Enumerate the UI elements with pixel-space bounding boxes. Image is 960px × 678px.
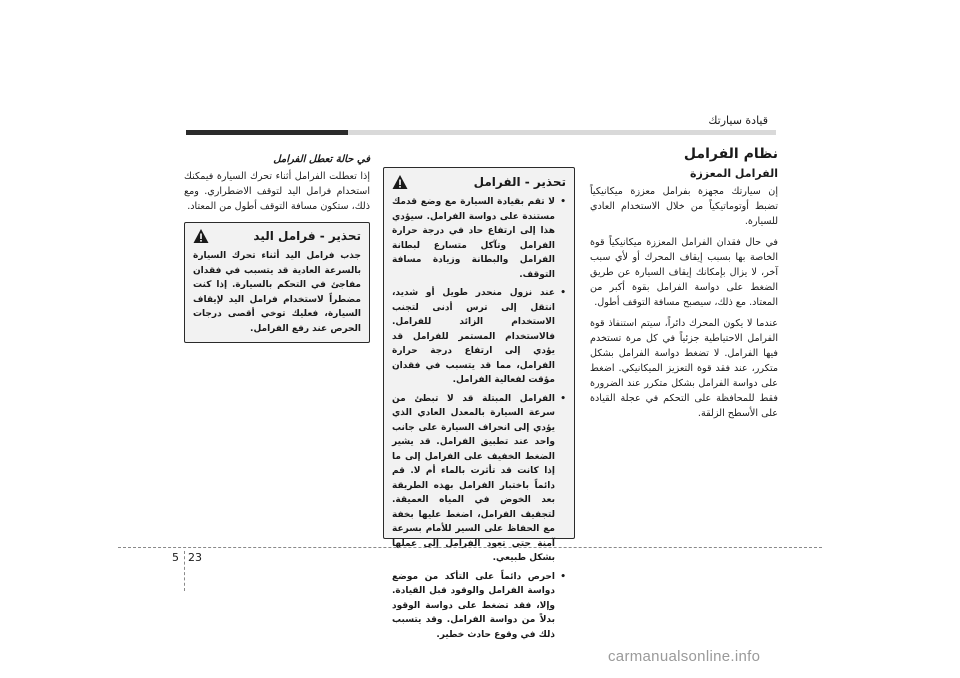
header-title: قيادة سيارتك	[708, 114, 768, 127]
footer-vertical-divider	[184, 551, 185, 591]
warning-list	[392, 195, 566, 642]
note-title: في حالة تعطل الفرامل	[273, 154, 370, 165]
warning-item: • عند نزول منحدر طويل أو شديد، انتقل إلى ترس أدنى لتجنب الاستخدام الزائد للفرامل. فالاستخدام المستمر للفرامل قد يؤدي إلى ارتفاع درجة حرارة الفرامل، مما قد يتسبب في فقدان مؤقت لفعالية الفرامل.	[392, 286, 566, 388]
right-column	[590, 146, 778, 427]
header-rule-accent	[186, 130, 348, 135]
warning-header	[193, 228, 361, 244]
warning-triangle-icon	[392, 174, 408, 190]
brake-warning-box	[383, 167, 575, 640]
paragraph: إن سيارتك مجهزة بفرامل معززة ميكانيكياً تضبط أوتوماتيكياً من خلال الاستخدام العادي للسيارة.	[590, 186, 778, 227]
footer-divider	[118, 547, 822, 548]
paragraph: في حال فقدان الفرامل المعززة ميكانيكياً قوة الخاصة بها بسبب إيقاف المحرك أو لأي سبب آخر، لا يزال بإمكانك إيقاف السيارة عن طريق الضغط على دواسة الفرامل بقوة أكبر من المعتاد. مع ذلك، سيصبح مسافة التوقف أطول.	[590, 237, 778, 308]
paragraph: عندما لا يكون المحرك دائراً، سيتم استنفاذ قوة الفرامل الاحتياطية جزئياً في كل مرة تستخدم فيها الفرامل. لا تضغط دواسة الفرامل بشكل متكرر، عند فقد قوة التعزيز الميكانيكي. اضغط على دواسة الفرامل بشكل متكرر عند الضرورة فقط للمحافظة على التحكم في عجلة القيادة على الأسطح الزلقة.	[590, 318, 778, 419]
warning-label: تحذير - فرامل اليد	[253, 229, 361, 243]
warning-item: • الفرامل المبتلة قد لا تبطئ من سرعة السيارة بالمعدل العادي الذي يؤدي إلى انحراف السيارة على جانب واحد عند تطبيق الفرامل. قد يشير الضغط الخفيف على الفرامل إلى ما إذا كانت قد تأثرت بالماء أم لا. قم دائماً باختبار الفرامل بهذه الطريقة بعد الخوض في المياه العميقة. لتجفيف الفرامل، اضغط عليها بخفة مع الحفاظ على السير للأمام بسرعة آمنة حتى تعود الفرامل إلى عملها بشكل طبيعي.	[392, 392, 566, 566]
warning-text: جذب فرامل اليد أثناء تحرك السيارة بالسرعة العادية قد يتسبب في فقدان مفاجئ في التحكم بالسيارة. إذا كنت مضطراً لاستخدام فرامل اليد لإيقاف السيارة، فعليك توخي أقصى درجات الحرص عند رفع الفرامل.	[193, 251, 361, 334]
middle-column	[383, 167, 575, 640]
parking-brake-warning-box	[184, 222, 370, 343]
left-column	[184, 146, 370, 343]
warning-label: تحذير - الفرامل	[473, 175, 566, 189]
warning-item: • احرص دائماً على التأكد من موضع دواسة الفرامل والوقود قبل القيادة. وإلا، فقد تضغط على دواسة الوقود بدلاً من دواسة الفرامل. وقد يتسبب ذلك في وقوع حادث خطير.	[392, 570, 566, 643]
warning-header	[392, 174, 566, 190]
section-number: 5	[172, 551, 179, 564]
section-title: نظام الفرامل	[683, 146, 778, 162]
page-number: 23	[188, 551, 202, 564]
watermark: carmanualsonline.info	[608, 648, 761, 665]
subsection-title: الفرامل المعززة	[689, 167, 778, 180]
note-text: إذا تعطلت الفرامل أثناء تحرك السيارة فيمكنك استخدام فرامل اليد لتوقف الاضطراري. ومع ذلك، ستكون مسافة التوقف أطول من المعتاد.	[184, 171, 370, 212]
warning-item: • لا تقم بقيادة السيارة مع وضع قدمك مستندة على دواسة الفرامل. سيؤدي هذا إلى ارتفاع حاد في درجة حرارة الفرامل وتآكل متسارع لبطانة الفرامل والبطانة وزيادة مسافة التوقف.	[392, 195, 566, 282]
warning-triangle-icon	[193, 228, 209, 244]
